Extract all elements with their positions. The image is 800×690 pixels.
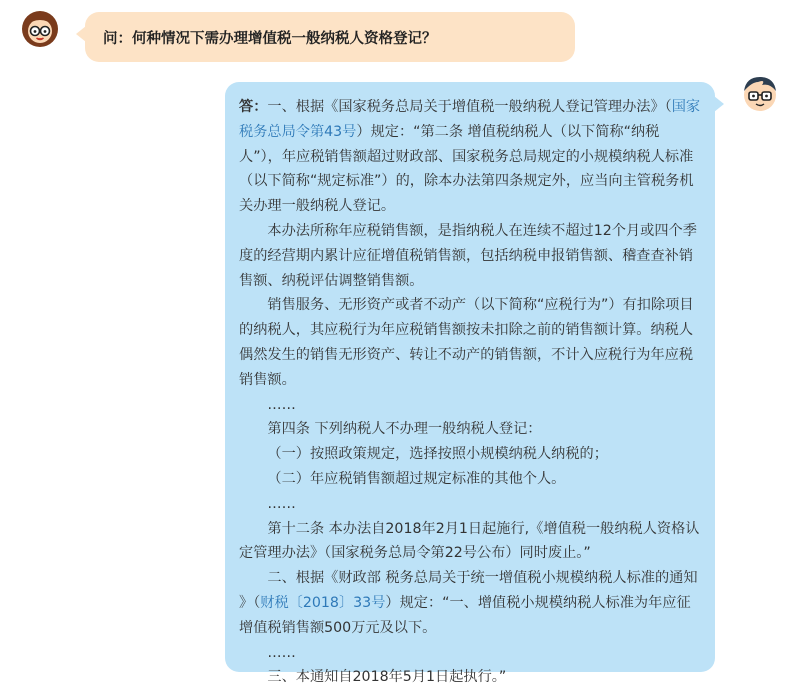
answer-paragraph-notice (239, 566, 701, 640)
answer-paragraph-1 (239, 95, 701, 219)
answer-paragraph-3: 销售服务、无形资产或者不动产（以下简称“应税行为”）有扣除项目的纳税人，其应税行为年应税销售额按未扣除之前的销售额计算。纳税人偶然发生的销售无形资产、转让不动产的销售额，不计入应税行为年应税销售额。 (239, 297, 694, 388)
answer-ellipsis-2: …… (267, 495, 296, 512)
answer-paragraph-2: 本办法所称年应税销售额，是指纳税人在连续不超过12个月或四个季度的经营期内累计应征增值税销售额，包括纳税申报销售额、稽查查补销售额、纳税评估调整销售额。 (239, 222, 697, 289)
answer-article-4-item-1: （一）按照政策规定，选择按照小规模纳税人纳税的； (267, 446, 608, 463)
answer-p1-text-b: ）规定：“第二条 增值税纳税人（以下简称“纳税人”），年应税销售额超过财政部、国家税务总局规定的小规模纳税人标准（以下简称“规定标准”）的，除本办法第四条规定外，应当向主管税务机关办理一般纳税人登记。 (239, 123, 694, 215)
girl-avatar-icon (20, 8, 60, 48)
boy-avatar-icon (740, 73, 780, 113)
answer-bubble (225, 82, 715, 686)
question-bubble-tail (76, 26, 86, 42)
answer-ellipsis-1: …… (267, 396, 296, 413)
order-43-link[interactable]: 国家税务总局令第43号 (239, 99, 701, 140)
answer-article-4: 第四条 下列纳税人不办理一般纳税人登记： (267, 421, 542, 438)
answer-paragraph-effective: 三、本通知自2018年5月1日起执行。” (267, 669, 507, 686)
answer-label: 答： (239, 99, 268, 115)
answer-p8-text-a: 二、根据《财政部 税务总局关于统一增值税小规模纳税人标准的通知 》（ (239, 570, 698, 611)
answer-article-4-item-2: （二）年应税销售额超过规定标准的其他个人。 (267, 470, 566, 487)
answer-bubble-tail (714, 96, 724, 112)
answer-ellipsis-3: …… (267, 644, 296, 661)
question-text: 问：何种情况下需办理增值税一般纳税人资格登记？ (103, 30, 437, 47)
answer-p1-text-a: 一、根据《国家税务总局关于增值税一般纳税人登记管理办法》（ (267, 99, 672, 115)
answer-p8-text-b: ）规定：“一、增值税小规模纳税人标准为年应征增值税销售额500万元及以下。 (239, 594, 691, 636)
caishui-33-link[interactable]: 财税〔2018〕33号 (260, 594, 386, 611)
question-bubble (85, 12, 575, 62)
answer-body (239, 95, 701, 690)
answer-article-12: 第十二条 本办法自2018年2月1日起施行,《增值税一般纳税人资格认定管理办法》（国家税务总局令第22号公布）同时废止。” (239, 520, 700, 562)
